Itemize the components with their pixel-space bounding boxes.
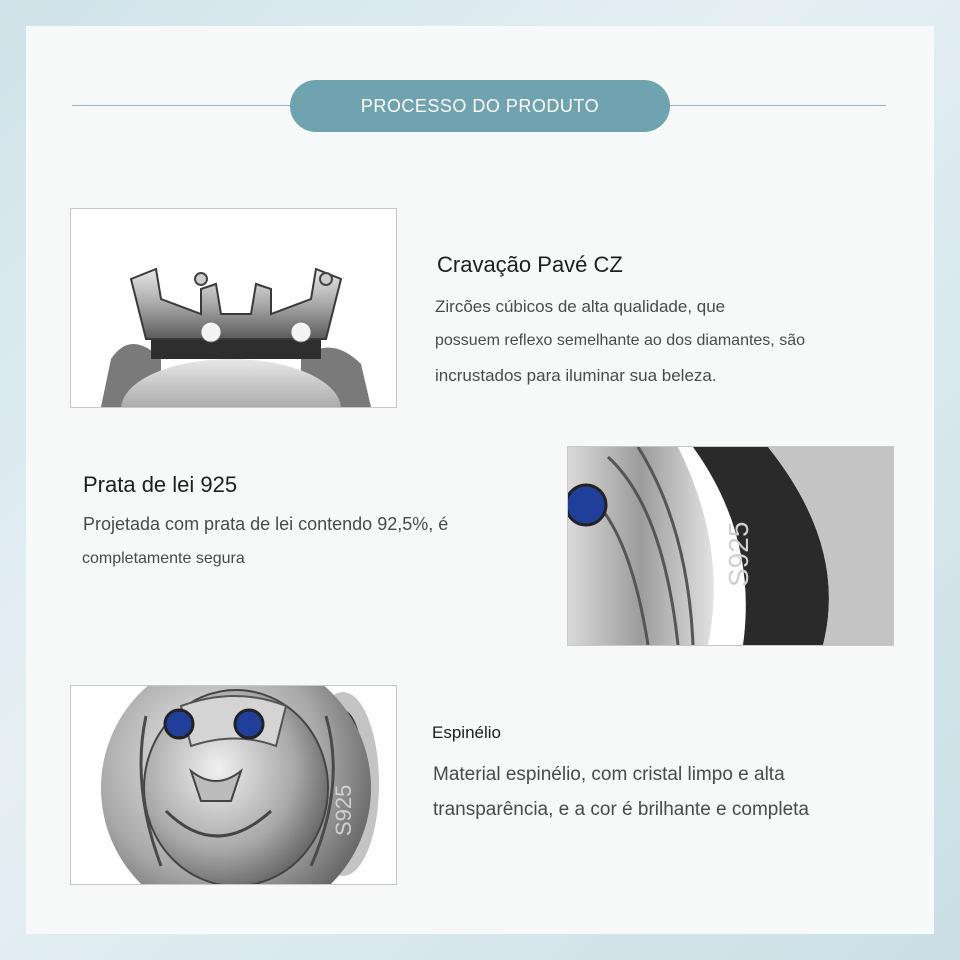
photo-silver-stamp xyxy=(567,446,894,646)
feature-desc-pave-line3: incrustados para iluminar sua beleza. xyxy=(435,366,717,385)
photo-lion-spinel xyxy=(70,685,397,885)
feature-desc-spinel-line2: transparência, e a cor é brilhante e completa xyxy=(433,799,809,820)
feature-desc-spinel-line1: Material espinélio, com cristal limpo e alta xyxy=(433,764,785,785)
silver-925-stamp-icon xyxy=(568,447,893,645)
feature-desc-pave-line2: possuem reflexo semelhante ao dos diamantes, são xyxy=(435,332,805,349)
feature-desc-pave-line1: Zircões cúbicos de alta qualidade, que xyxy=(435,297,726,316)
photo-crown-pave xyxy=(70,208,397,408)
stamp-text: S925 xyxy=(723,521,754,587)
feature-title-spinel: Espinélio xyxy=(432,723,501,742)
lion-crown-icon xyxy=(71,209,396,407)
header-divider-left xyxy=(72,105,292,106)
stamp-text-lion: S925 xyxy=(331,784,356,836)
feature-desc-silver-line1: Projetada com prata de lei contendo 92,5%, é xyxy=(83,514,449,534)
feature-desc-silver-line2: completamente segura xyxy=(82,550,245,567)
feature-title-pave: Cravação Pavé CZ xyxy=(437,252,623,277)
feature-title-silver: Prata de lei 925 xyxy=(83,472,238,497)
lion-face-icon xyxy=(71,686,396,884)
section-title: PROCESSO DO PRODUTO xyxy=(290,80,670,132)
header-divider-right xyxy=(668,105,886,106)
